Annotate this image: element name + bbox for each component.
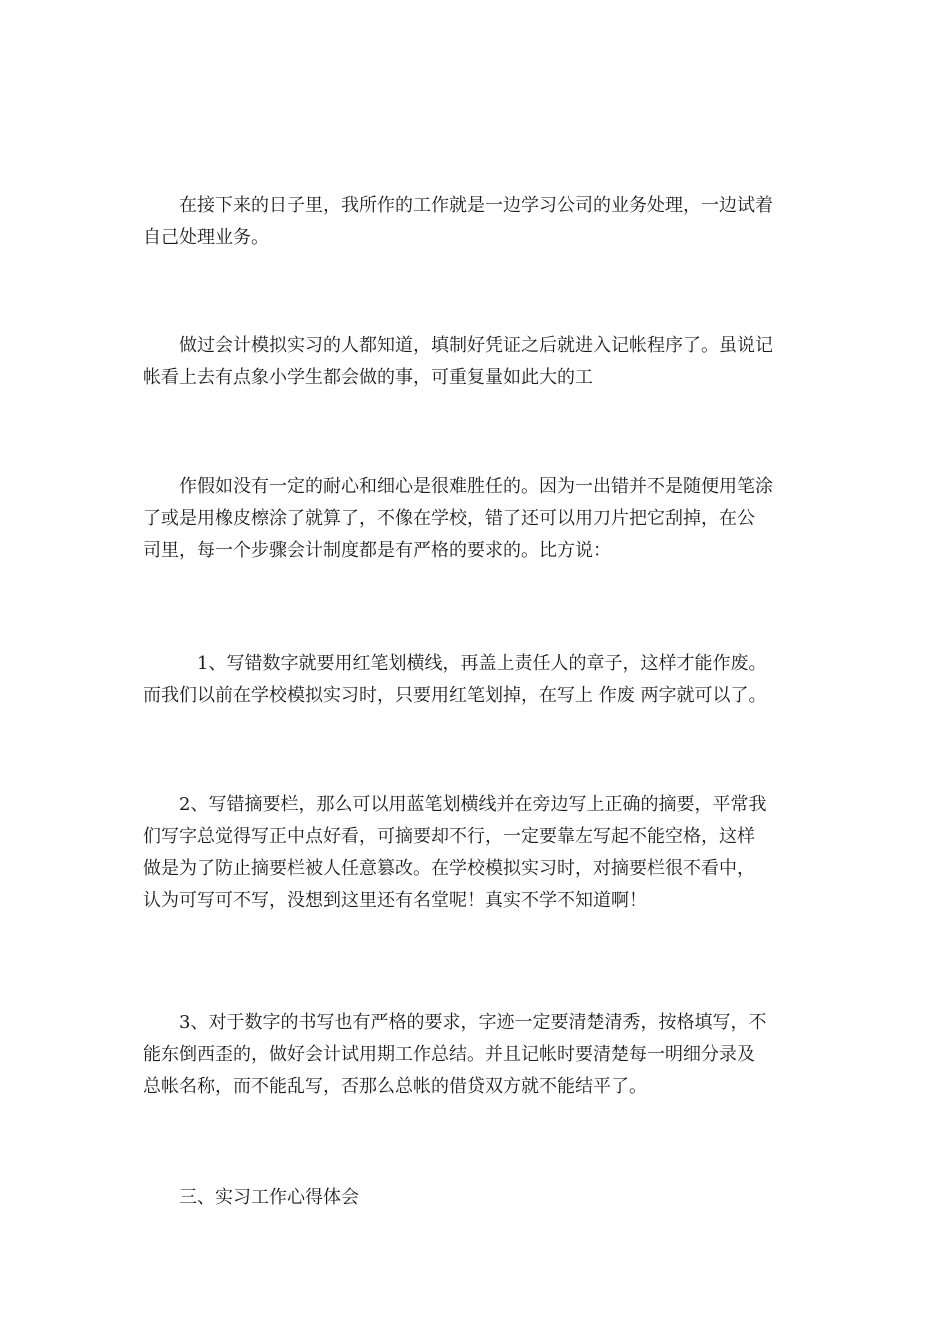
paragraph-patience (143, 471, 813, 567)
text-line: 2、写错摘要栏，那么可以用蓝笔划横线并在旁边写上正确的摘要，平常我 (143, 794, 767, 815)
text-line: 司里，每一个步骤会计制度都是有严格的要求的。比方说： (143, 540, 611, 561)
section-heading (143, 1182, 813, 1214)
text-line: 能东倒西歪的，做好会计试用期工作总结。并且记帐时要清楚每一明细分录及 (143, 1044, 755, 1065)
paragraph-rule-3 (143, 1007, 813, 1103)
section-heading-text: 三、实习工作心得体会 (143, 1187, 359, 1208)
text-line: 总帐名称，而不能乱写，否那么总帐的借贷双方就不能结平了。 (143, 1076, 647, 1097)
text-line: 做是为了防止摘要栏被人任意篡改。在学校模拟实习时，对摘要栏很不看中， (143, 858, 755, 879)
text-line: 了或是用橡皮檫涂了就算了，不像在学校，错了还可以用刀片把它刮掉，在公 (143, 508, 755, 529)
text-line: 做过会计模拟实习的人都知道，填制好凭证之后就进入记帐程序了。虽说记 (143, 335, 773, 356)
text-line: 1、写错数字就要用红笔划横线，再盖上责任人的章子，这样才能作废。 (143, 653, 767, 674)
paragraph-rule-2 (143, 789, 813, 917)
paragraph-bookkeeping (143, 330, 813, 394)
text-line: 而我们以前在学校模拟实习时，只要用红笔划掉，在写上 作废 两字就可以了。 (143, 685, 767, 706)
text-line: 认为可写可不写，没想到这里还有名堂呢！真实不学不知道啊！ (143, 890, 647, 911)
text-line: 自己处理业务。 (143, 227, 269, 248)
text-line: 3、对于数字的书写也有严格的要求，字迹一定要清楚清秀，按格填写，不 (143, 1012, 767, 1033)
text-line: 帐看上去有点象小学生都会做的事，可重复量如此大的工 (143, 367, 593, 388)
text-line: 作假如没有一定的耐心和细心是很难胜任的。因为一出错并不是随便用笔涂 (143, 476, 773, 497)
text-line: 们写字总觉得写正中点好看，可摘要却不行，一定要靠左写起不能空格，这样 (143, 826, 755, 847)
paragraph-daily-work (143, 190, 813, 254)
paragraph-rule-1 (143, 648, 813, 712)
text-line: 在接下来的日子里，我所作的工作就是一边学习公司的业务处理，一边试着 (143, 195, 773, 216)
